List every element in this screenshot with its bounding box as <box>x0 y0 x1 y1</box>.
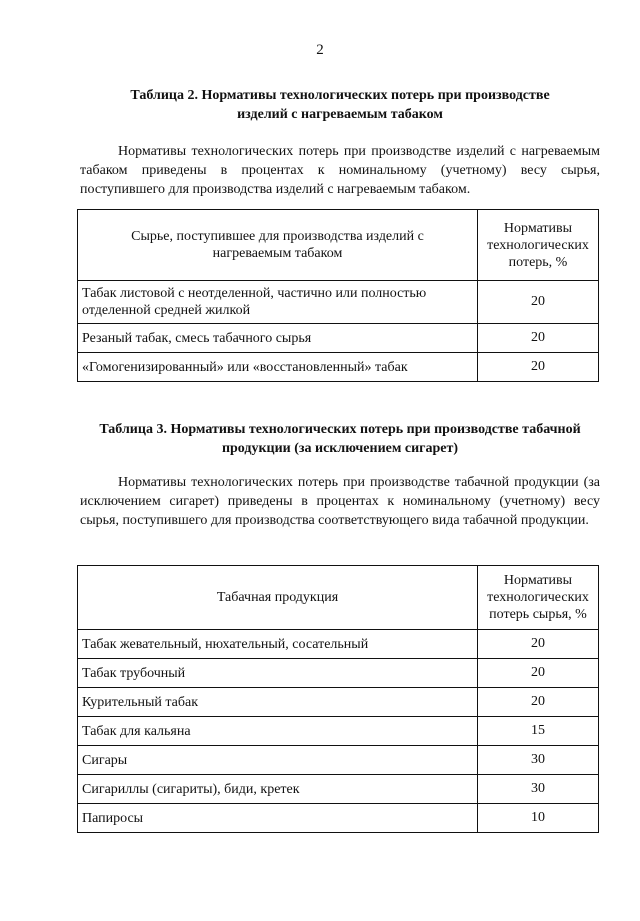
table2-row-name: Резаный табак, смесь табачного сырья <box>78 324 478 353</box>
table-row <box>78 746 599 775</box>
table-row <box>78 688 599 717</box>
table3-row-name: Курительный табак <box>78 688 478 717</box>
page-number: 2 <box>316 42 324 58</box>
table2 <box>77 209 599 382</box>
table2-title-line2: изделий с нагреваемым табаком <box>237 107 443 122</box>
table-row <box>78 630 599 659</box>
table2-title-line1: Таблица 2. Нормативы технологических потерь при производстве <box>130 88 550 103</box>
table2-row-value: 20 <box>478 324 599 353</box>
table3-intro-text: Нормативы технологических потерь при производстве табачной продукции (за исключением сигарет) приведены в процентах к номинальному (учетному) весу сырья, поступившего для производства соответствующего вида табачной продукции. <box>80 475 600 528</box>
table2-intro-text: Нормативы технологических потерь при производстве изделий с нагреваемым табаком приведены в процентах к номинальному (учетному) весу сырья, поступившего для производства изделий с нагреваемым табаком. <box>80 144 600 197</box>
table3-row-value: 30 <box>478 775 599 804</box>
table3 <box>77 565 599 833</box>
table-row <box>78 775 599 804</box>
table3-row-value: 20 <box>478 659 599 688</box>
table3-row-name: Табак жевательный, нюхательный, сосательный <box>78 630 478 659</box>
table-row <box>78 717 599 746</box>
table3-row-value: 30 <box>478 746 599 775</box>
table3-row-name: Сигариллы (сигариты), биди, кретек <box>78 775 478 804</box>
table2-header-norm: Нормативы технологических потерь, % <box>478 210 599 281</box>
table2-row-value: 20 <box>478 353 599 382</box>
table3-header-norm: Нормативы технологических потерь сырья, % <box>478 566 599 630</box>
table2-header-raw-material: Сырье, поступившее для производства изделий с нагреваемым табаком <box>78 210 478 281</box>
table2-row-name: Табак листовой с неотделенной, частично или полностью отделенной средней жилкой <box>78 281 478 324</box>
table-row <box>78 281 599 324</box>
table3-title-line2: продукции (за исключением сигарет) <box>221 441 459 456</box>
table2-header-row <box>78 210 599 281</box>
table3-header-product: Табачная продукция <box>78 566 478 630</box>
table-row <box>78 324 599 353</box>
table3-row-name: Сигары <box>78 746 478 775</box>
table-row <box>78 659 599 688</box>
table3-row-value: 10 <box>478 804 599 833</box>
table3-row-value: 20 <box>478 630 599 659</box>
table2-title <box>80 86 600 124</box>
table3-title <box>80 420 600 458</box>
table3-row-value: 20 <box>478 688 599 717</box>
table2-intro-paragraph <box>80 142 600 199</box>
table3-row-value: 15 <box>478 717 599 746</box>
table2-row-value: 20 <box>478 281 599 324</box>
table3-row-name: Табак трубочный <box>78 659 478 688</box>
table3-header-row <box>78 566 599 630</box>
table3-row-name: Табак для кальяна <box>78 717 478 746</box>
table2-row-name: «Гомогенизированный» или «восстановленный» табак <box>78 353 478 382</box>
table3-intro-paragraph <box>80 473 600 530</box>
table3-title-line1: Таблица 3. Нормативы технологических потерь при производстве табачной <box>99 422 581 437</box>
table3-row-name: Папиросы <box>78 804 478 833</box>
table-row <box>78 353 599 382</box>
table-row <box>78 804 599 833</box>
